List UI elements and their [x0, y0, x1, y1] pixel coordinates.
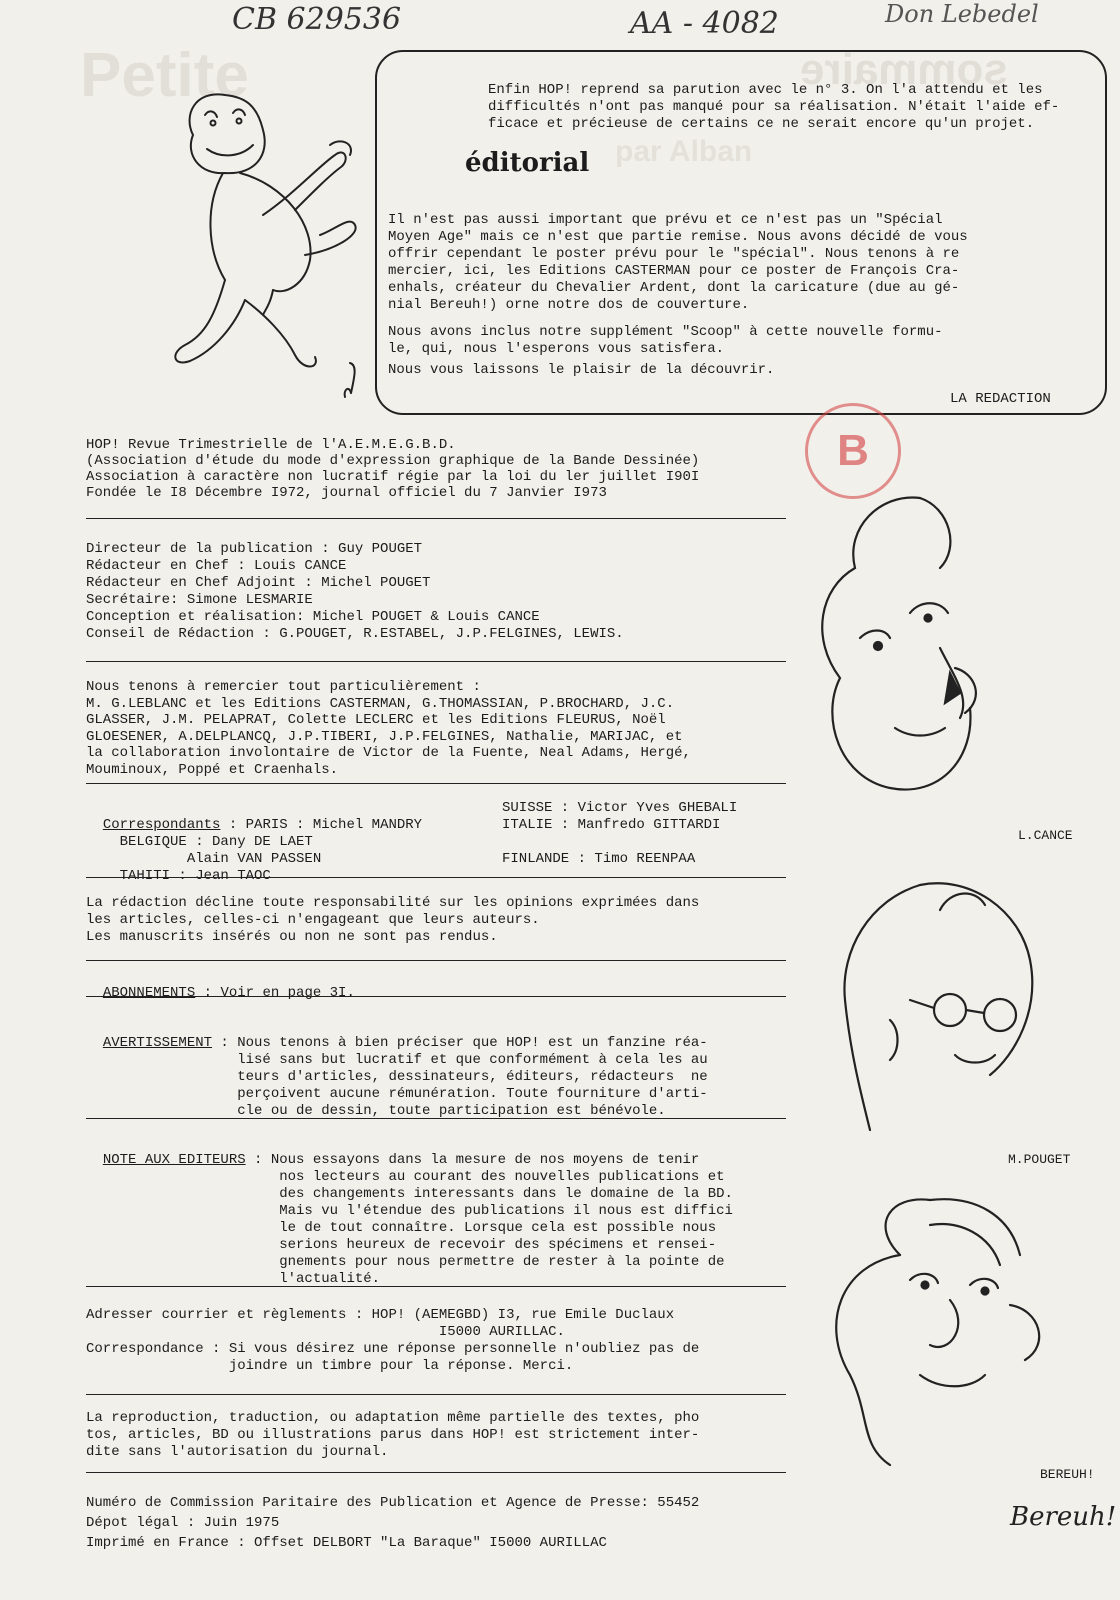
publishers-note-text: : Nous essayons dans la mesure de nos moyens de tenir nos lecteurs au courant des nouvelles publications et des changements interessants dans le domaine de la BD. Mais vu l'étendue des publications il nous est diffici le de tout connaître. Lorsque cela est possible nous serions heureux de recevoir des spécimens et rensei- gnements pour nous permettre de rester à la pointe de l'actualité.	[254, 1152, 733, 1287]
bereuh-caricature-label: BEREUH!	[1040, 1467, 1095, 1482]
divider	[86, 960, 786, 961]
frog-cartoon-illustration	[145, 75, 375, 420]
divider	[86, 783, 786, 784]
pouget-caricature-label: M.POUGET	[1008, 1152, 1071, 1167]
publishers-note-section	[86, 1135, 733, 1288]
editorial-signature: LA REDACTION	[950, 391, 1051, 407]
divider	[86, 877, 786, 878]
correspondents-left: : PARIS : Michel MANDRY BELGIQUE : Dany DE LAET Alain VAN PASSEN TAHITI : Jean TAOC	[119, 817, 423, 884]
disclaimer: La rédaction décline toute responsabilité sur les opinions exprimées dans les articles, celles-ci n'engageant que leurs auteurs. Les manuscrits insérés ou non ne sont pas rendus.	[86, 895, 700, 945]
divider	[86, 661, 786, 662]
bleed-through-byline: par Alban	[615, 135, 753, 168]
masthead: HOP! Revue Trimestrielle de l'A.E.M.E.G.B.D. (Association d'étude du mode d'expression graphique de la Bande Dessinée) Association à caractère non lucratif régie par la loi du ler juillet I90I Fondée le I8 Décembre I972, journal officiel du 7 Janvier I973	[86, 437, 700, 501]
cance-caricature	[800, 488, 1000, 848]
divider	[86, 1394, 786, 1395]
divider	[86, 1118, 786, 1119]
bleed-through-title: Petite	[80, 41, 249, 110]
editorial-title: éditorial	[465, 148, 590, 178]
editorial-intro: Enfin HOP! reprend sa parution avec le n° 3. On l'a attendu et les difficultés n'ont pas manqué pour sa réalisation. N'était l'aide ef- ficace et précieuse de certains ce ne serait encore qu'un projet.	[488, 82, 1060, 132]
correspondents-section	[86, 800, 422, 885]
copyright-section: La reproduction, traduction, ou adaptation même partielle des textes, pho tos, articles, BD ou illustrations parus dans HOP! est strictement inter- dite sans l'autorisation du journal.	[86, 1410, 700, 1460]
editorial-paragraph-2: Nous avons inclus notre supplément "Scoop" à cette nouvelle formu- le, qui, nous l'esperons vous satisfera.	[388, 324, 943, 357]
editorial-paragraph-3: Nous vous laissons le plaisir de la découvrir.	[388, 362, 775, 378]
warning-label: AVERTISSEMENT	[102, 1035, 213, 1051]
warning-text: : Nous tenons à bien préciser que HOP! est un fanzine réa- lisé sans but lucratif et que conformément à cela les au teurs d'articles, dessinateurs, éditeurs, rédacteurs ne perçoivent aucune rémunération. Toute fourniture d'arti- cle ou de dessin, toute participation est bénévole.	[220, 1035, 708, 1119]
bereuh-signature: Bereuh!	[1010, 1502, 1117, 1532]
library-stamp: B	[805, 403, 901, 499]
thanks-section: Nous tenons à remercier tout particulièrement : M. G.LEBLANC et les Editions CASTERMAN, G.THOMASSIAN, P.BROCHARD, J.C. GLASSER, J.M. PELAPRAT, Colette LECLERC et les Editions FLEURUS, Noël GLOESENER, A.DELPLANCQ, J.P.TIBERI, J.P.FELGINES, Nathalie, MARIJAC, et la collaboration involontaire de Victor de la Fuente, Neal Adams, Hergé, Mouminoux, Poppé et Craenhals.	[86, 679, 691, 778]
bleed-through-heading: sommaire	[800, 45, 1008, 94]
divider	[86, 1472, 786, 1473]
correspondents-label: Correspondants	[102, 817, 221, 833]
staff-list: Directeur de la publication : Guy POUGET Rédacteur en Chef : Louis CANCE Rédacteur en Chef Adjoint : Michel POUGET Secrétaire: Simone LESMARIE Conception et réalisation: Michel POUGET & Louis CANCE Conseil de Rédaction : G.POUGET, R.ESTABEL, J.P.FELGINES, LEWIS.	[86, 541, 624, 642]
subscriptions-text: : Voir en page 3I.	[195, 985, 355, 1001]
bereuh-caricature	[800, 1185, 1070, 1475]
editorial-paragraph-1: Il n'est pas aussi important que prévu et ce n'est pas un "Spécial Moyen Age" mais ce n'est que partie remise. Nous avons décidé de vous offrir cependant le poster prévu pour le "spécial". Nous tenons à re mercier, ici, les Editions CASTERMAN pour ce poster de François Cra- enhals, créateur du Chevalier Ardent, dont la caricature (due au gé- nial Bereuh!) orne notre dos de couverture.	[388, 212, 968, 313]
address-section: Adresser courrier et règlements : HOP! (AEMEGBD) I3, rue Emile Duclaux I5000 AURILLAC. Correspondance : Si vous désirez une réponse personnelle n'oubliez pas de joindre un timbre pour la réponse. Merci.	[86, 1307, 700, 1374]
divider	[86, 996, 786, 997]
cance-caricature-label: L.CANCE	[1018, 828, 1073, 843]
pouget-caricature	[800, 870, 1060, 1170]
publishers-note-label: NOTE AUX EDITEURS	[102, 1152, 246, 1168]
donor-annotation: Don Lebedel	[885, 0, 1039, 28]
divider	[86, 518, 786, 519]
reference-annotation: AA - 4082	[630, 6, 779, 41]
subscriptions-label: ABONNEMENTS	[102, 985, 196, 1001]
call-number-annotation: CB 629536	[232, 2, 402, 37]
correspondents-right: SUISSE : Victor Yves GHEBALI ITALIE : Manfredo GITTARDI FINLANDE : Timo REENPAA	[502, 800, 738, 867]
warning-section	[86, 1018, 708, 1120]
legal-section: Numéro de Commission Paritaire des Publication et Agence de Presse: 55452 Dépot légal : Juin 1975 Imprimé en France : Offset DELBORT "La Baraque" I5000 AURILLAC	[86, 1495, 700, 1551]
divider	[86, 1286, 786, 1287]
